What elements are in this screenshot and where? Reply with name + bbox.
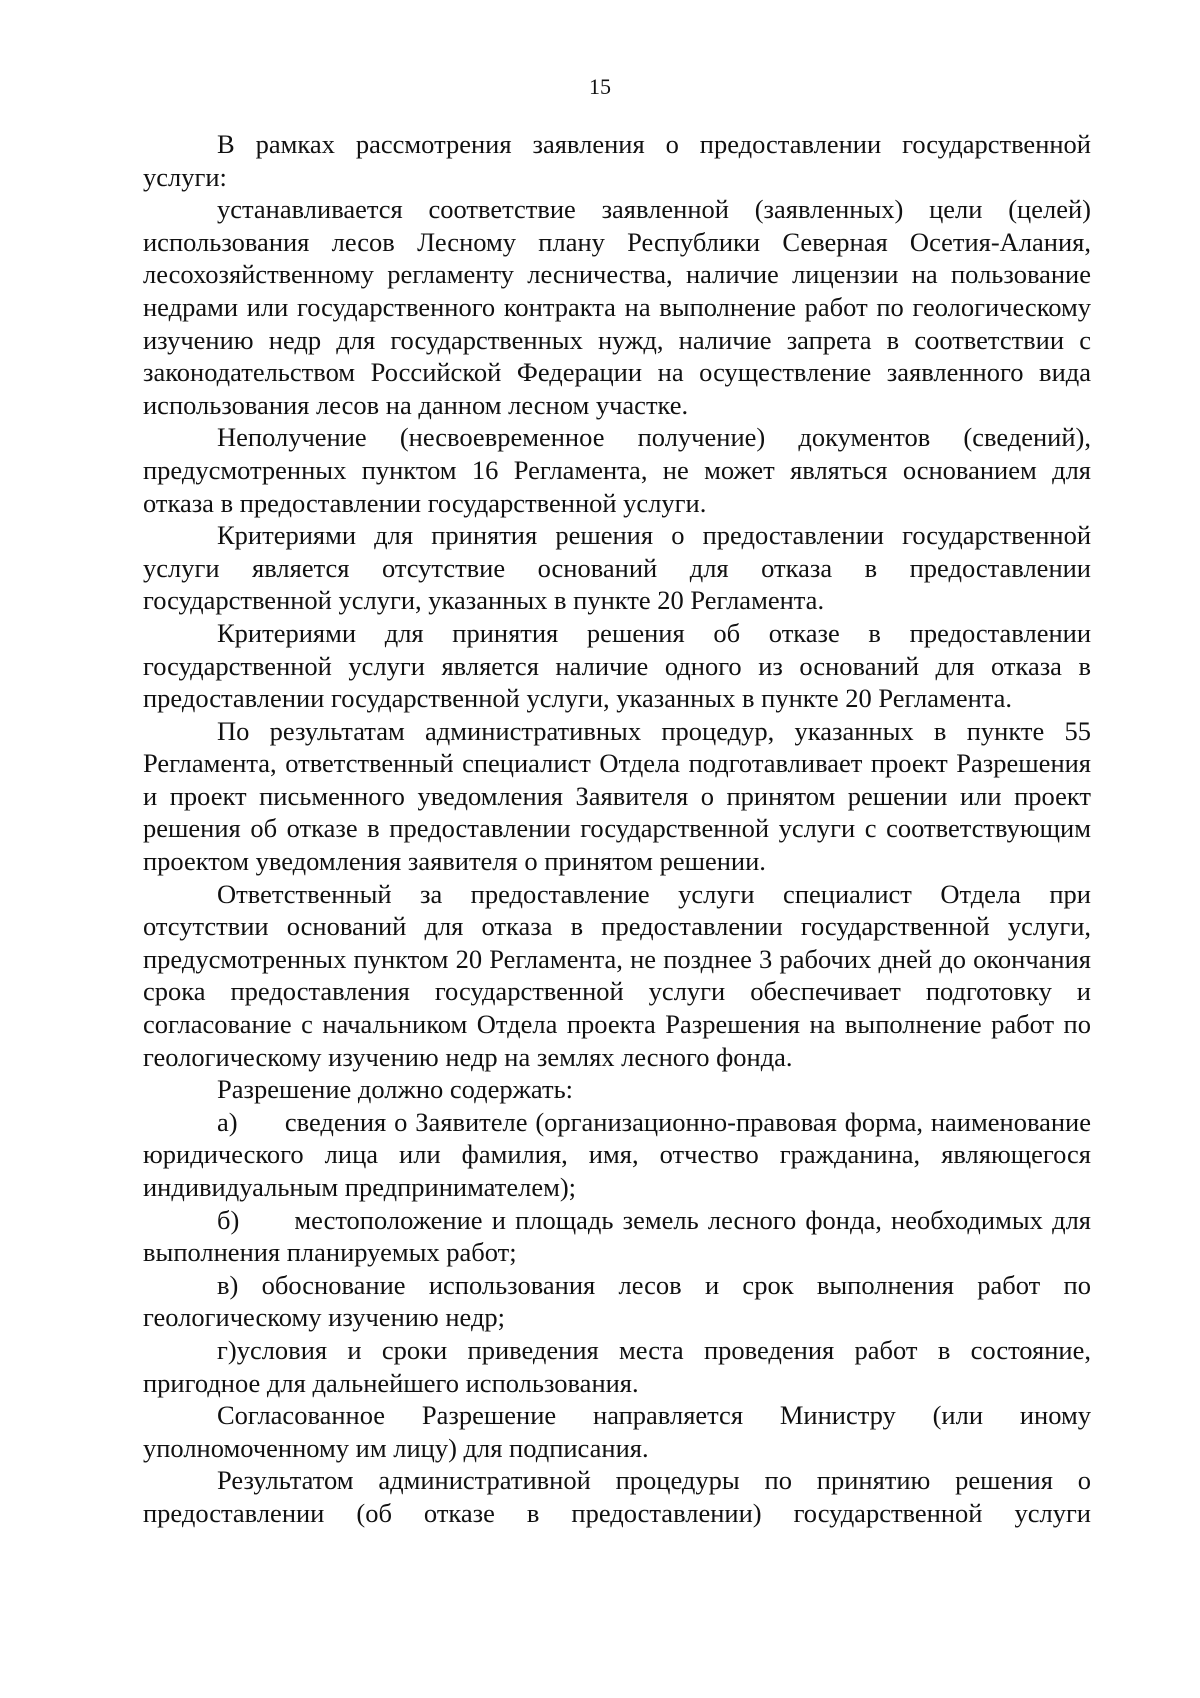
page-number: 15 [589,74,611,99]
paragraph: Критериями для принятия решения об отказе в предоставлении государственной услуги является наличие одного из оснований для отказа в предоставлении государственной услуги, указанных в пункте 20 Регламента. [143,617,1091,714]
paragraph: Результатом административной процедуры по принятию решения о предоставлении (об отказе в предоставлении) государственной услуги [143,1465,1091,1528]
paragraph: В рамках рассмотрения заявления о предоставлении государственной услуги: [143,129,1091,192]
list-item-g: г)условия и сроки приведения места проведения работ в состояние, пригодное для дальнейшего использования. [143,1334,1091,1398]
paragraph: Ответственный за предоставление услуги специалист Отдела при отсутствии оснований для отказа в предоставлении государственной услуги, предусмотренных пунктом 20 Регламента, не позднее 3 рабочих дней до окончания срока предоставления государственной услуги обеспечивает подготовку и согласование с начальником Отдела проекта Разрешения на выполнение работ по геологическому изучению недр на землях лесного фонда. [143,878,1091,1072]
paragraph: Разрешение должно содержать: [217,1074,574,1105]
document-body [143,128,1098,1530]
paragraph: Критериями для принятия решения о предоставлении государственной услуги является отсутствие оснований для отказа в предоставлении государственной услуги, указанных в пункте 20 Регламента. [143,520,1091,616]
paragraph: По результатам административных процедур, указанных в пункте 55 Регламента, ответственный специалист Отдела подготавливает проект Разрешения и проект письменного уведомления Заявителя о принятом решении или проект решения об отказе в предоставлении государственной услуги с соответствующим проектом уведомления заявителя о принятом решении. [143,715,1091,877]
paragraph: устанавливается соответствие заявленной (заявленных) цели (целей) использования лесов Лесному плану Республики Северная Осетия-Алания, лесохозяйственному регламенту лесничества, наличие лицензии на пользование недрами или государственного контракта на выполнение работ по геологическому изучению недр для государственных нужд, наличие запрета в соответствии с законодательством Российской Федерации на осуществление заявленного вида использования лесов на данном лесном участке. [143,194,1091,420]
paragraph: Неполучение (несвоевременное получение) документов (сведений), предусмотренных пунктом 16 Регламента, не может являться основанием для отказа в предоставлении государственной услуги. [143,422,1091,518]
list-item-b: б) местоположение и площадь земель лесного фонда, необходимых для выполнения планируемых работ; [143,1204,1098,1268]
paragraph: Согласованное Разрешение направляется Министру (или иному уполномоченному им лицу) для подписания. [143,1400,1091,1463]
list-item-v: в) обоснование использования лесов и срок выполнения работ по геологическому изучению недр; [143,1269,1091,1333]
list-item-a: а) сведения о Заявителе (организационно-правовая форма, наименование юридического лица или фамилия, имя, отчество гражданина, являющегося индивидуальным предпринимателем); [143,1106,1098,1202]
